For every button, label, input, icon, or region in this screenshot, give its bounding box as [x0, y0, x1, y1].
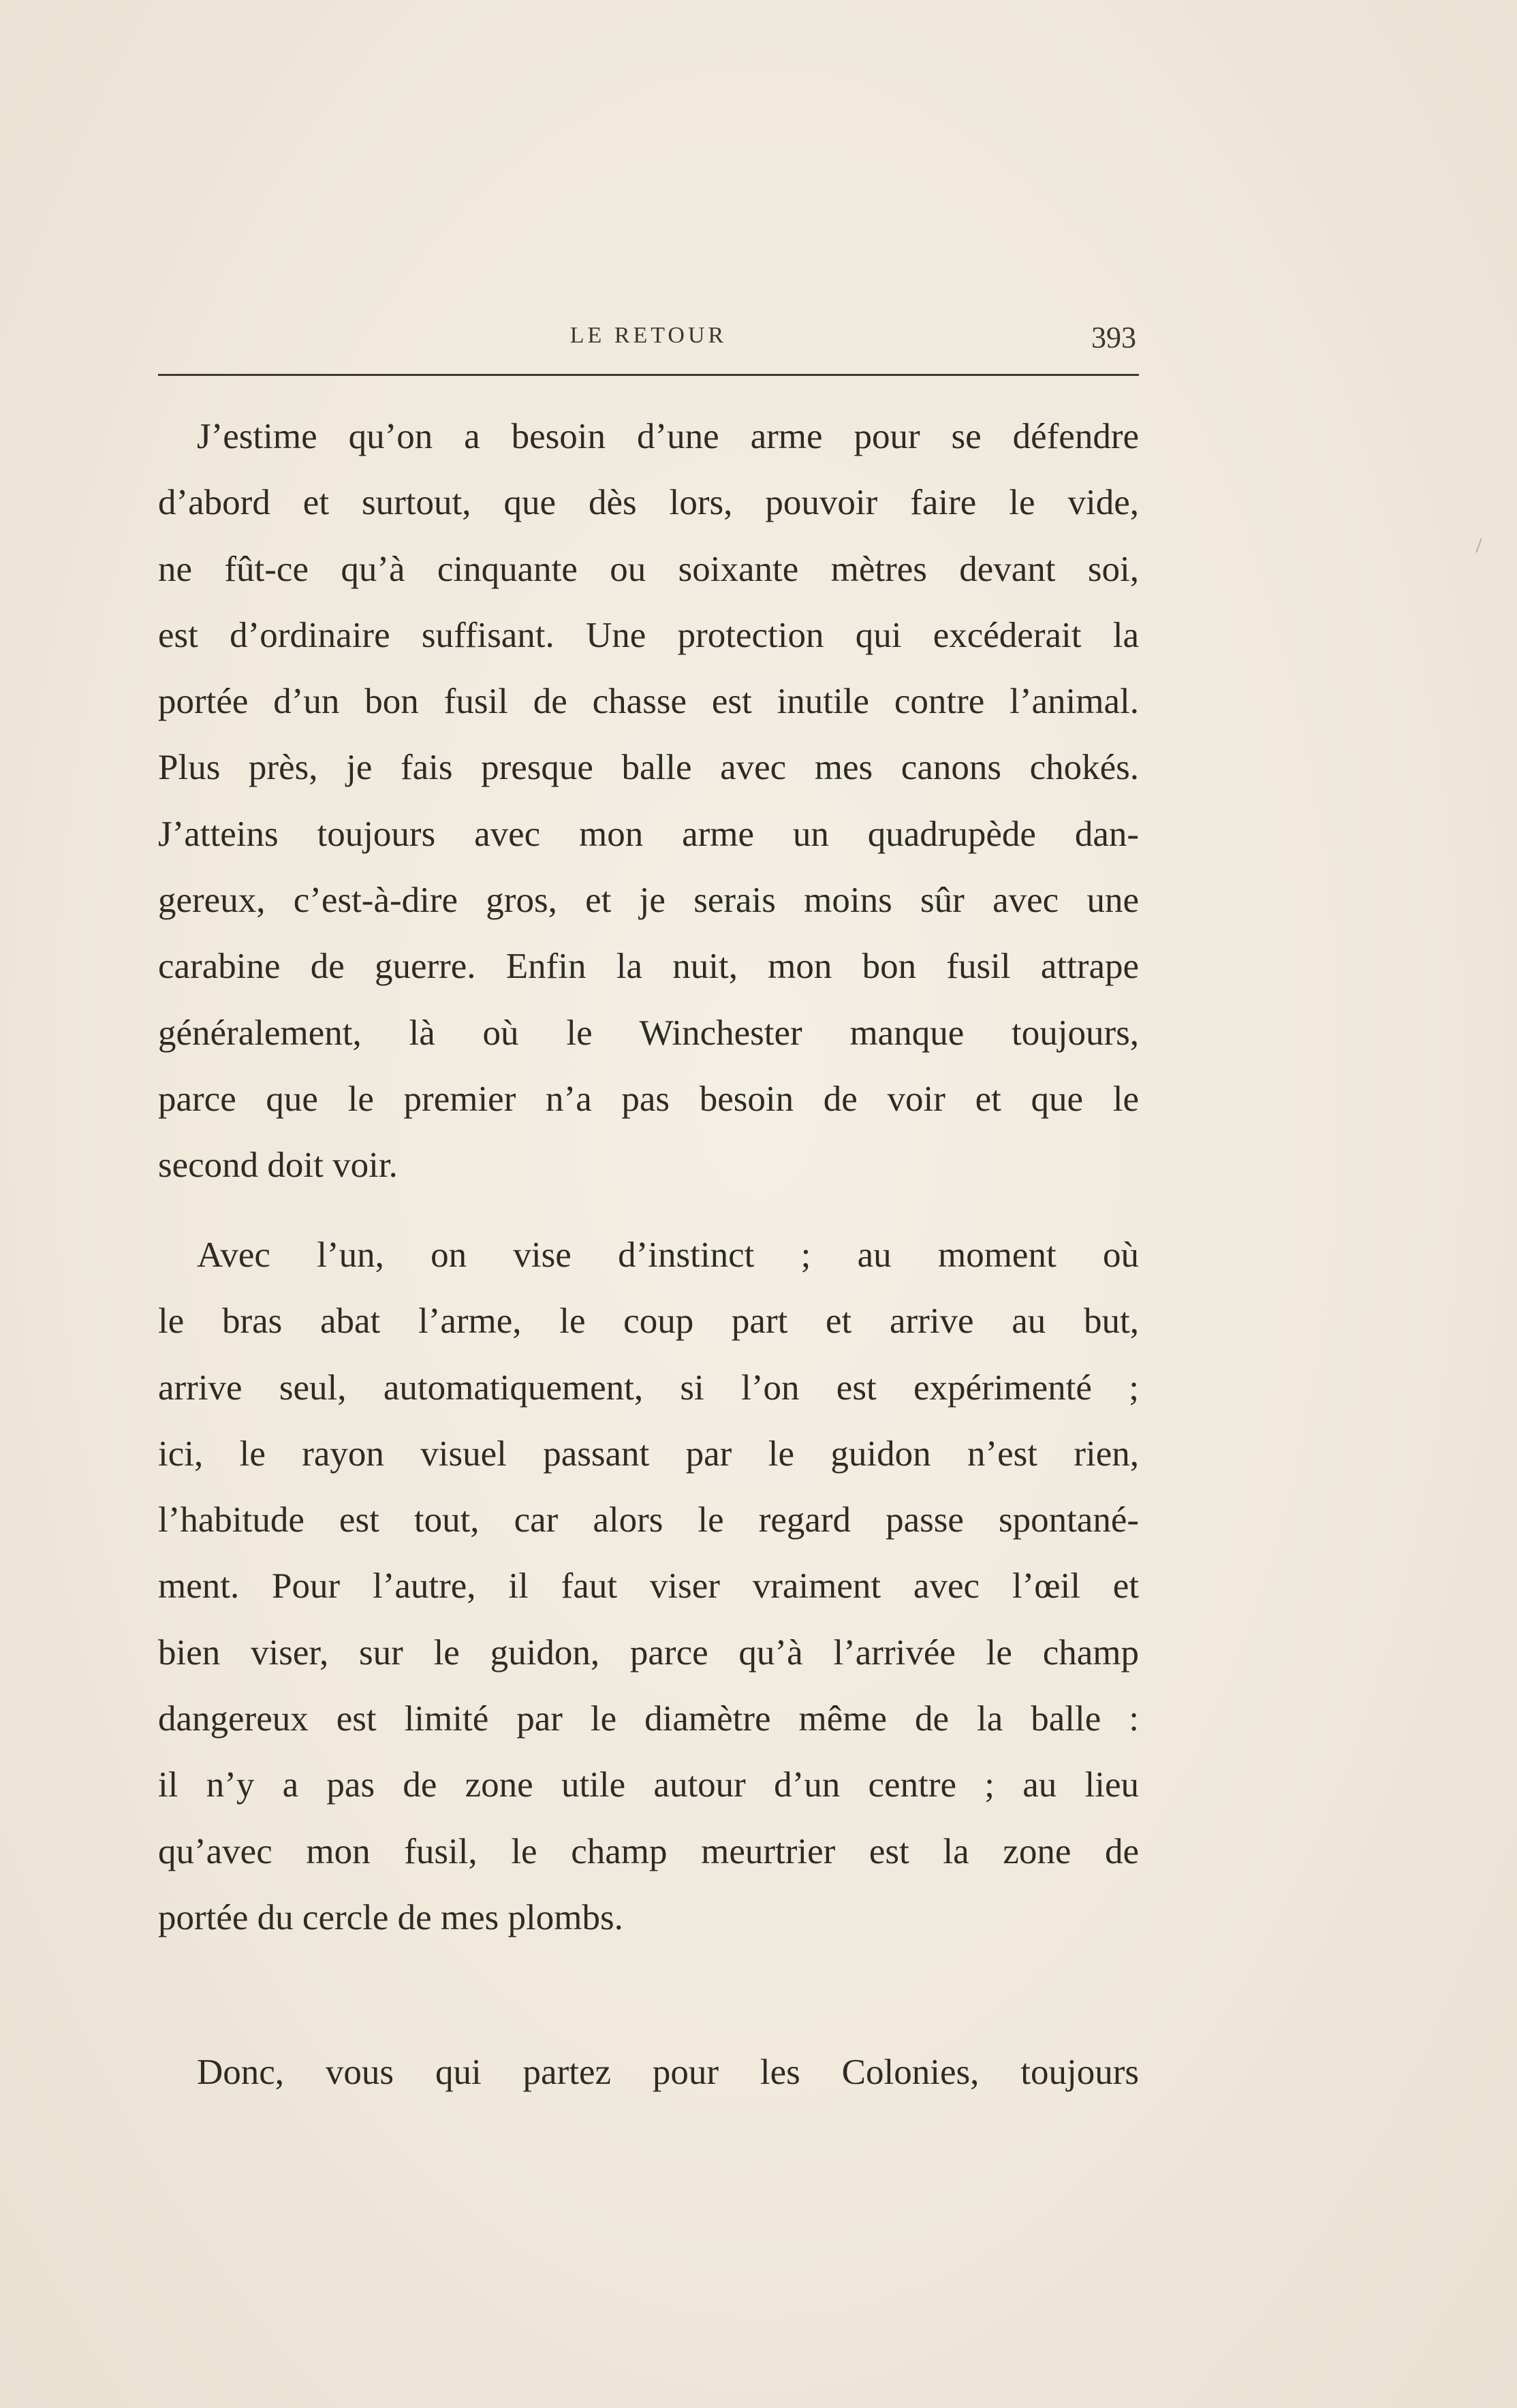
text-line: le bras abat l’arme, le coup part et arrive au but, [158, 1301, 1139, 1342]
text-line: il n’y a pas de zone utile autour d’un centre ; au lieu [158, 1765, 1139, 1805]
text-line: portée du cercle de mes plombs. [158, 1897, 623, 1937]
text-line: est d’ordinaire suffisant. Une protection qui excéderait la [158, 615, 1139, 655]
text-line: Donc, vous qui partez pour les Colonies, toujours [197, 2053, 1139, 2092]
text-line: J’atteins toujours avec mon arme un quadrupède dan- [158, 814, 1139, 854]
text-line: ici, le rayon visuel passant par le guidon n’est rien, [158, 1433, 1139, 1474]
text-line: Avec l’un, on vise d’instinct ; au moment où [197, 1235, 1139, 1275]
paragraph-2 [158, 1222, 1139, 1951]
text-line: portée d’un bon fusil de chasse est inutile contre l’animal. [158, 682, 1139, 722]
page-header [158, 320, 1139, 361]
text-line: Plus près, je fais presque balle avec mes canons chokés. [158, 748, 1139, 788]
text-line: ne fût-ce qu’à cinquante ou soixante mètres devant soi, [158, 549, 1139, 589]
text-line: bien viser, sur le guidon, parce qu’à l’arrivée le champ [158, 1632, 1139, 1673]
text-line: second doit voir. [158, 1145, 398, 1186]
text-line: arrive seul, automatiquement, si l’on est expérimenté ; [158, 1367, 1139, 1408]
text-line: l’habitude est tout, car alors le regard passe spontané- [158, 1500, 1139, 1540]
text-line: généralement, là où le Winchester manque toujours, [158, 1013, 1139, 1053]
page-number: 393 [1091, 321, 1136, 354]
text-line: d’abord et surtout, que dès lors, pouvoir faire le vide, [158, 483, 1139, 523]
text-line: carabine de guerre. Enfin la nuit, mon bon fusil attrape [158, 947, 1139, 987]
text-line: gereux, c’est-à-dire gros, et je serais moins sûr avec une [158, 881, 1139, 921]
running-title: LE RETOUR [569, 323, 728, 348]
text-line: qu’avec mon fusil, le champ meurtrier est la zone de [158, 1831, 1139, 1871]
text-line: ment. Pour l’autre, il faut viser vraiment avec l’œil et [158, 1566, 1139, 1606]
paragraph-1 [158, 404, 1139, 1199]
text-line: J’estime qu’on a besoin d’une arme pour se défendre [197, 417, 1139, 456]
text-line: parce que le premier n’a pas besoin de voir et que le [158, 1079, 1139, 1119]
header-rule [158, 374, 1139, 376]
paper-mark [1475, 538, 1482, 552]
text-line: dangereux est limité par le diamètre même de la balle : [158, 1699, 1139, 1739]
paragraph-3 [158, 2040, 1139, 2106]
